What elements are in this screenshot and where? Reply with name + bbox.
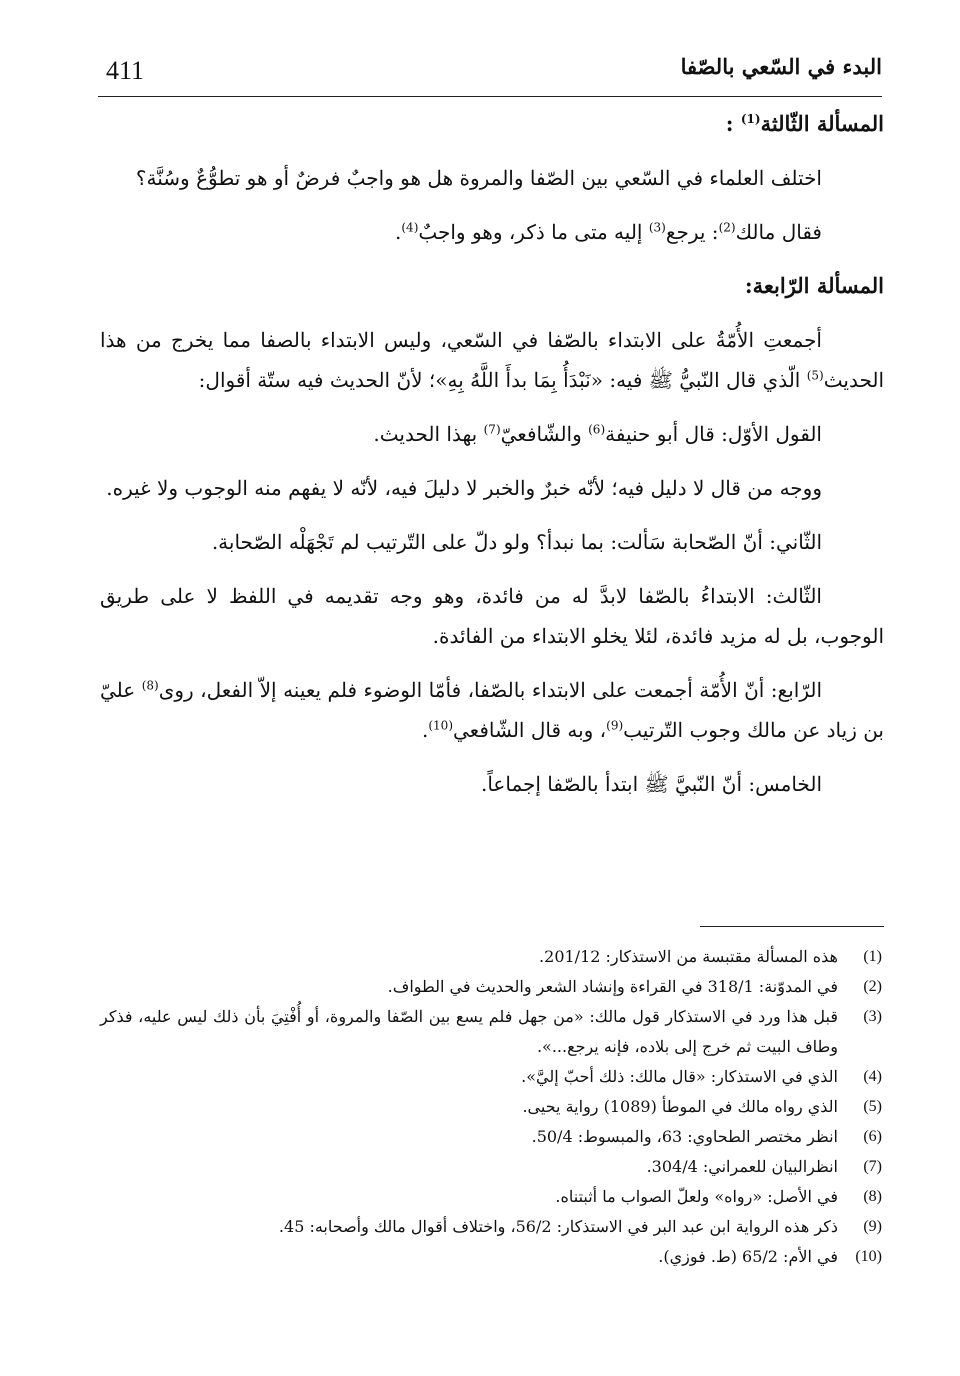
footnote-number: (8): [863, 1188, 882, 1205]
text-segment: القول الأوّل: قال أبو حنيفة: [605, 422, 822, 446]
section-4-heading: المسألة الرّابعة:: [744, 273, 884, 298]
footnote-number: (1): [863, 948, 882, 965]
footnote-number: (9): [863, 1218, 882, 1235]
opinion-2: الثّاني: أنّ الصّحابة سَألت: بما نبدأ؟ ولو دلّ على التّرتيب لم تَجْهَلْه الصّحابة.: [211, 530, 822, 554]
page-header: [98, 52, 882, 97]
footnote-ref: (8): [141, 678, 159, 693]
footnote-text: في الأم: 65/2 (ط. فوزي).: [658, 1247, 838, 1266]
footnote: [100, 972, 882, 1002]
footnote-text: في الأصل: «رواه» ولعلّ الصواب ما أثبتناه.: [555, 1187, 838, 1206]
footnote-ref: (1): [740, 112, 761, 126]
opinion-1-reason: ووجه من قال لا دليل فيه؛ لأنّه خبرٌ والخبر لا دليلَ فيه، لأنّه لا يفهم منه الوجوب ولا غيره.: [106, 476, 822, 500]
section-3-paragraph-1: اختلف العلماء في السّعي بين الصّفا والمروة هل هو واجبٌ فرضٌ أو هو تطوُّعٌ وسُنَّة؟: [135, 166, 822, 190]
text-segment: .: [421, 718, 429, 742]
footnote: [100, 1152, 882, 1182]
text-segment: .: [395, 220, 402, 244]
footnote: [100, 1062, 882, 1092]
footnote-number: (3): [863, 1008, 882, 1025]
footnote-ref: (7): [483, 422, 501, 437]
footnotes: [100, 942, 882, 1272]
footnote-ref: (5): [806, 368, 824, 383]
opinion-5: الخامس: أنّ النّبيَّ ﷺ ابتدأ بالصّفا إجماعاً.: [480, 772, 822, 796]
footnote-number: (10): [855, 1248, 882, 1265]
text-segment: فقال مالك: [735, 220, 822, 244]
text-segment: والشّافعيّ: [500, 422, 589, 446]
main-text: [100, 104, 884, 818]
footnote-separator: [700, 926, 884, 927]
text-segment: أجمعتِ الأُمّةُ على الابتداء بالصّفا في السّعي، وليس الابتداء بالصفا مما يخرج من هذا الحديث: [100, 328, 884, 392]
text-segment: إليه متى ما ذكر، وهو واجبٌ: [418, 220, 649, 244]
footnote-ref: (9): [606, 718, 624, 733]
text-segment: بهذا الحديث.: [373, 422, 484, 446]
footnote-number: (5): [863, 1098, 882, 1115]
footnote-ref: (6): [588, 422, 606, 437]
section-3-paragraph-2: [100, 212, 884, 252]
footnote-ref: (4): [401, 220, 419, 235]
opinion-4: [100, 670, 884, 750]
running-title: البدء في السّعي بالصّفا: [680, 54, 882, 79]
footnote-text: الذي رواه مالك في الموطأ (1089) رواية يحيى.: [522, 1097, 838, 1116]
footnote-number: (4): [863, 1068, 882, 1085]
footnote: [100, 942, 882, 972]
text-segment: : يرجع: [665, 220, 719, 244]
opinion-3: الثّالث: الابتداءُ بالصّفا لابدَّ له من فائدة، وهو وجه تقديمه في اللفظ لا على طريق الوجوب، بل له مزيد فائدة، لئلا يخلو الابتداء من الفائدة.: [100, 584, 884, 648]
opinion-1: [100, 414, 884, 454]
footnote: [100, 1002, 882, 1062]
footnote: [100, 1182, 882, 1212]
footnote-ref: (10): [428, 718, 453, 733]
footnote-text: انظر مختصر الطحاوي: 63، والمبسوط: 50/4.: [531, 1127, 838, 1146]
footnote: [100, 1092, 882, 1122]
footnote-text: هذه المسألة مقتبسة من الاستذكار: 201/12.: [539, 947, 838, 966]
footnote-ref: (3): [648, 220, 666, 235]
page-number: 411: [106, 56, 145, 85]
footnote: [100, 1212, 882, 1242]
text-segment: ، وبه قال الشّافعي: [453, 718, 607, 742]
section-3-heading: [100, 104, 884, 144]
footnote-text: ذكر هذه الرواية ابن عبد البر في الاستذكار: 56/2، واختلاف أقوال مالك وأصحابه: 45.: [278, 1217, 838, 1236]
footnote-text: الذي في الاستذكار: «قال مالك: ذلك أحبّ إليَّ».: [521, 1067, 838, 1086]
section-3-heading-text: المسألة الثّالثة: [760, 111, 884, 136]
footnote-number: (7): [863, 1158, 882, 1175]
footnote-number: (2): [863, 978, 882, 995]
footnote: [100, 1122, 882, 1152]
text-segment: الرّابع: أنّ الأُمّة أجمعت على الابتداء بالصّفا، فأمّا الوضوء فلم يعينه إلاّ الفعل، روى: [158, 678, 823, 702]
section-3-heading-colon: :: [725, 111, 734, 136]
text-segment: عليّ بن زياد عن مالك وجوب التّرتيب: [100, 678, 884, 742]
footnote-number: (6): [863, 1128, 882, 1145]
footnote-text: في المدوّنة: 318/1 في القراءة وإنشاد الشعر والحديث في الطواف.: [387, 977, 838, 996]
footnote: [100, 1242, 882, 1272]
footnote-text: انظرالبيان للعمراني: 304/4.: [646, 1157, 838, 1176]
footnote-ref: (2): [718, 220, 736, 235]
footnote-text: قبل هذا ورد في الاستذكار قول مالك: «من جهل فلم يسع بين الصّفا والمروة، أو أُفْتِيَ بأن ذلك ليس عليه، فذكر وطاف البيت ثم خرج إلى بلاده، فإنه يرجع...».: [100, 1007, 839, 1056]
text-segment: الّذي قال النّبيُّ ﷺ فيه: «نَبْدَأُ بِمَا بدأَ اللَّهُ بِهِ»؛ لأنّ الحديث فيه ستّة أقوال:: [198, 368, 807, 392]
section-4-paragraph-1: [100, 320, 884, 400]
